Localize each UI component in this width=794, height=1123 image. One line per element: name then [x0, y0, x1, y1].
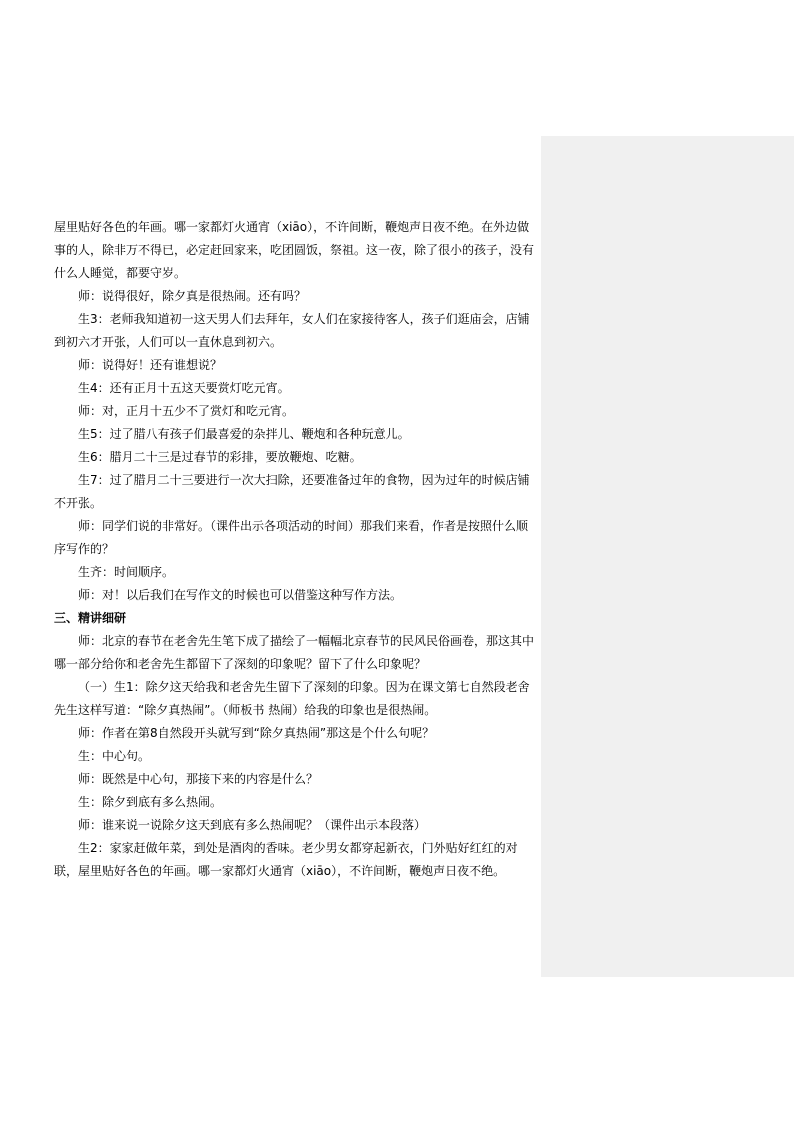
paragraph: 师：同学们说的非常好。（课件出示各项活动的时间）那我们来看，作者是按照什么顺序写作的？: [54, 519, 529, 556]
paragraph: 师：北京的春节在老舍先生笔下成了描绘了一幅幅北京春节的民风民俗画卷，那这其中哪一部分给你和老舍先生都留下了深刻的印象呢？留下了什么印象呢？: [54, 634, 535, 671]
paragraph: 生5：过了腊八有孩子们最喜爱的杂拌儿、鞭炮和各种玩意儿。: [78, 427, 410, 441]
paragraph: 师：对，正月十五少不了赏灯和吃元宵。: [78, 404, 295, 418]
paragraph: （一）生1：除夕这天给我和老舍先生留下了深刻的印象。因为在课文第七自然段老舍先生这样写道：“除夕真热闹”。（师板书 热闹）给我的印象也是很热闹。: [54, 680, 530, 717]
paragraph: 师：作者在第8自然段开头就写到“除夕真热闹”那这是个什么句呢？: [78, 726, 435, 740]
paragraph: 师：既然是中心句，那接下来的内容是什么？: [78, 772, 319, 786]
section-heading: 三、精讲细研: [54, 611, 127, 625]
paragraph: 生2：家家赶做年菜，到处是酒肉的香味。老少男女都穿起新衣，门外贴好红红的对联，屋里贴好各色的年画。哪一家都灯火通宵（xiāo），不许间断，鞭炮声日夜不绝。: [54, 841, 518, 878]
document-body: [54, 216, 536, 883]
paragraph: 屋里贴好各色的年画。哪一家都灯火通宵（xiāo），不许间断，鞭炮声日夜不绝。在外边做事的人，除非万不得已，必定赶回家来，吃团圆饭，祭祖。这一夜，除了很小的孩子，没有什么人睡觉，都要守岁。: [54, 220, 535, 280]
paragraph: 生齐：时间顺序。: [78, 565, 175, 579]
paragraph: 师：谁来说一说除夕这天到底有多么热闹呢？（课件出示本段落）: [78, 818, 427, 832]
paragraph: 师：对！以后我们在写作文的时候也可以借鉴这种写作方法。: [78, 588, 403, 602]
paragraph: 生：中心句。: [78, 749, 151, 763]
paragraph: 生：除夕到底有多么热闹。: [78, 795, 223, 809]
paragraph: 师：说得很好，除夕真是很热闹。还有吗？: [78, 289, 307, 303]
paragraph: 生7：过了腊月二十三要进行一次大扫除，还要准备过年的食物，因为过年的时候店铺不开张。: [54, 473, 530, 510]
paragraph: 生3：老师我知道初一这天男人们去拜年，女人们在家接待客人，孩子们逛庙会，店铺到初六才开张，人们可以一直休息到初六。: [54, 312, 530, 349]
paragraph: 生6：腊月二十三是过春节的彩排，要放鞭炮、吃糖。: [78, 450, 362, 464]
paragraph: 师：说得好！还有谁想说？: [78, 358, 223, 372]
comment-pane: [541, 136, 794, 977]
paragraph: 生4：还有正月十五这天要赏灯吃元宵。: [78, 381, 290, 395]
